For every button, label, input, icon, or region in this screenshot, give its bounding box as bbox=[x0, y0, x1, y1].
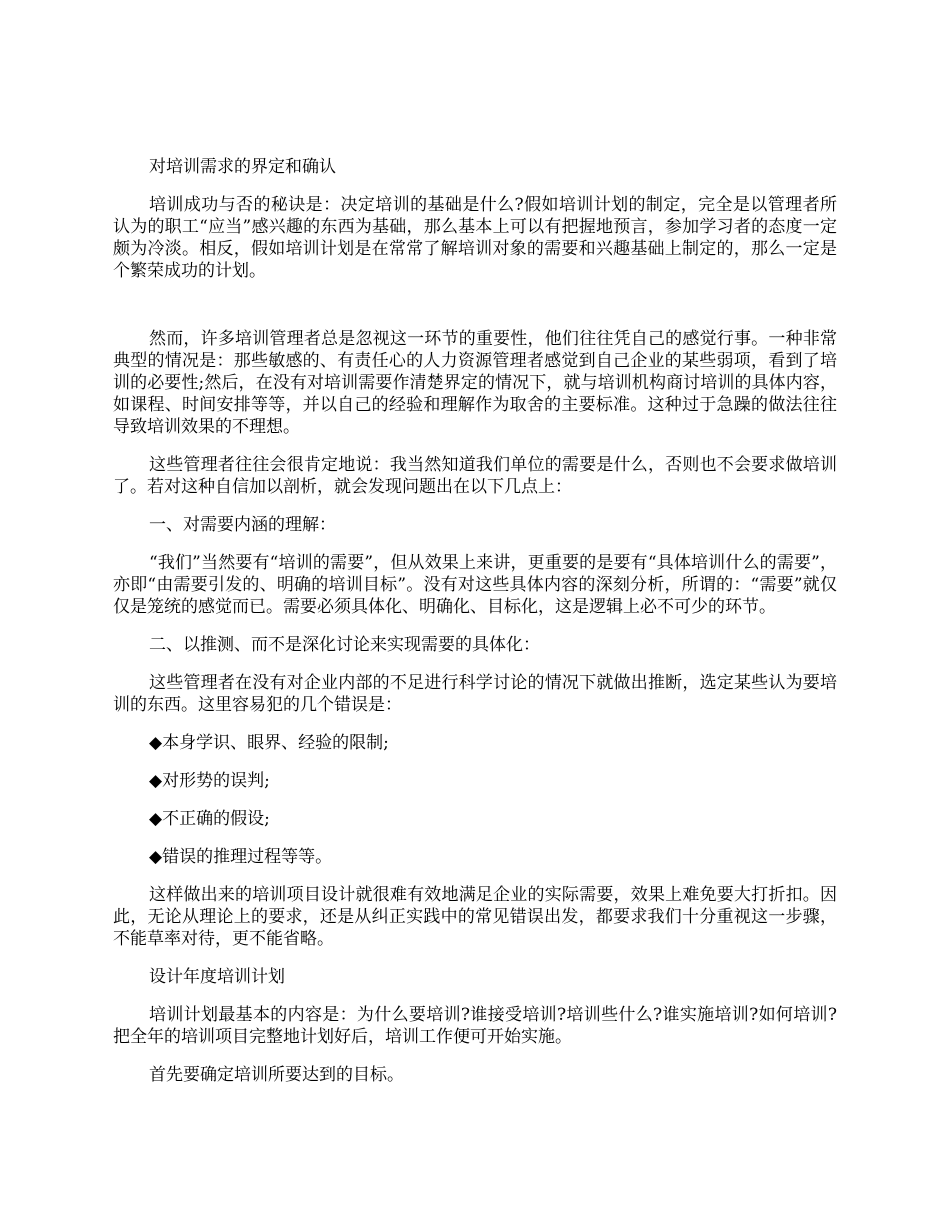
paragraph-training-secret: 培训成功与否的秘诀是：决定培训的基础是什么?假如培训计划的制定，完全是以管理者所认为的职工“应当”感兴趣的东西为基础，那么基本上可以有把握地预言，参加学习者的态度一定颇为冷淡。相反，假如培训计划是在常常了解培训对象的需要和兴趣基础上制定的，那么一定是个繁荣成功的计划。 bbox=[113, 195, 837, 281]
section-heading-needs: 对培训需求的界定和确认 bbox=[149, 157, 336, 177]
subheading-speculation: 二、以推测、而不是深化讨论来实现需要的具体化： bbox=[149, 635, 540, 655]
paragraph-managers-ignore: 然而，许多培训管理者总是忽视这一环节的重要性，他们往往凭自己的感觉行事。一种非常典型的情况是：那些敏感的、有责任心的人力资源管理者感觉到自己企业的某些弱项，看到了培训的必要性;然后，在没有对培训需要作清楚界定的情况下，就与培训机构商讨培训的具体内容，如课程、时间安排等等，并以自己的经验和理解作为取舍的主要标准。这种过于急躁的做法往往导致培训效果的不理想。 bbox=[113, 329, 837, 437]
section-heading-annual-plan: 设计年度培训计划 bbox=[149, 967, 285, 987]
paragraph-our-needs: “我们”当然要有“培训的需要”，但从效果上来讲，更重要的是要有“具体培训什么的需要”，亦即“由需要引发的、明确的培训目标”。没有对这些具体内容的深刻分析，所谓的：“需要”就仅仅是笼统的感觉而已。需要必须具体化、明确化、目标化，这是逻辑上必不可少的环节。 bbox=[113, 553, 837, 617]
paragraph-set-goals: 首先要确定培训所要达到的目标。 bbox=[149, 1065, 404, 1085]
document-page bbox=[113, 156, 837, 1102]
paragraph-common-errors: 这些管理者在没有对企业内部的不足进行科学讨论的情况下就做出推断，选定某些认为要培训的东西。这里容易犯的几个错误是： bbox=[113, 673, 837, 715]
bullet-item-misjudgment: ◆对形势的误判; bbox=[149, 771, 270, 791]
paragraph-consequence: 这样做出来的培训项目设计就很难有效地满足企业的实际需要，效果上难免要大打折扣。因此，无论从理论上的要求，还是从纠正实践中的常见错误出发，都要求我们十分重视这一步骤，不能草率对待，更不能省略。 bbox=[113, 885, 837, 949]
bullet-item-faulty-reasoning: ◆错误的推理过程等等。 bbox=[149, 847, 333, 867]
bullet-item-knowledge-limits: ◆本身学识、眼界、经验的限制; bbox=[149, 733, 389, 753]
paragraph-plan-content: 培训计划最基本的内容是：为什么要培训?谁接受培训?培训些什么?谁实施培训?如何培训?把全年的培训项目完整地计划好后，培训工作便可开始实施。 bbox=[113, 1005, 837, 1047]
bullet-item-wrong-assumption: ◆不正确的假设; bbox=[149, 809, 270, 829]
paragraph-managers-confident: 这些管理者往往会很肯定地说：我当然知道我们单位的需要是什么，否则也不会要求做培训了。若对这种自信加以剖析，就会发现问题出在以下几点上： bbox=[113, 455, 837, 497]
subheading-needs-understanding: 一、对需要内涵的理解： bbox=[149, 515, 336, 535]
